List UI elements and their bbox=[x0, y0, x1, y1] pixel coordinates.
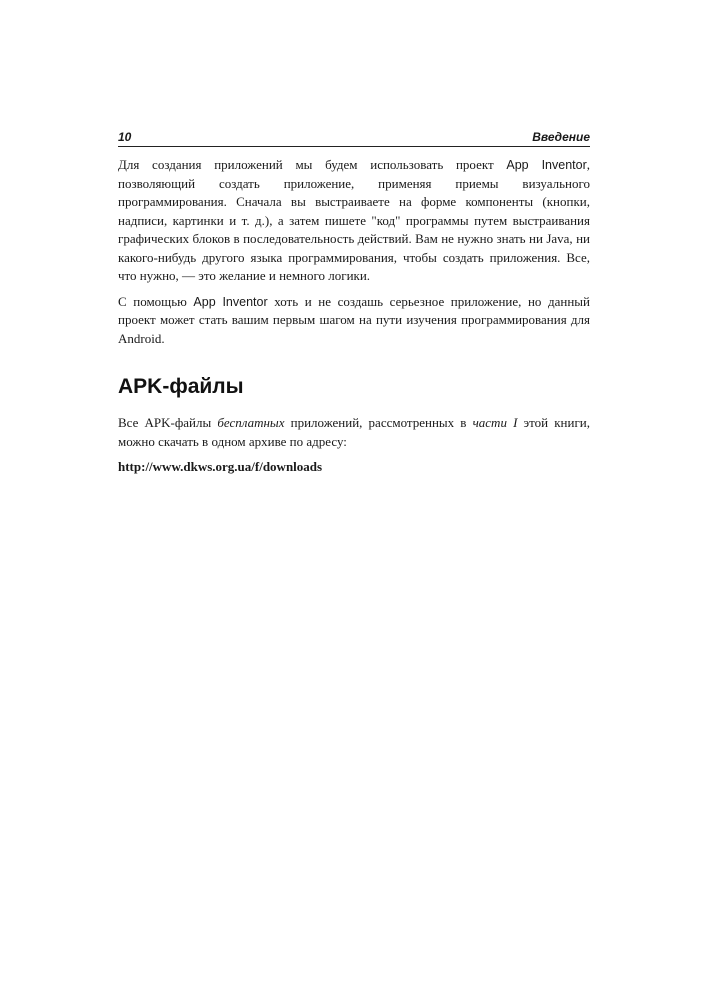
intro-paragraph-2 bbox=[118, 293, 590, 349]
download-url: http://www.dkws.org.ua/f/downloads bbox=[118, 459, 323, 474]
apk-emphasis-free: бесплатных bbox=[217, 415, 285, 430]
apk-paragraph-text-a: Все APK-файлы bbox=[118, 415, 218, 430]
running-header bbox=[118, 128, 590, 147]
apk-paragraph-text-b: приложений, рассмотренных в bbox=[284, 415, 473, 430]
apk-emphasis-part: части I bbox=[472, 415, 518, 430]
book-page bbox=[118, 128, 590, 483]
intro-paragraph-1-text-b: , позволяющий создать приложение, применяя приемы визуального программирования. Сначала вы выстраиваете на форме компоненты (кнопки, надписи, картинки и т. д.), а затем пишете "код" программы путем выстраивания графических блоков в последовательность действий. Вам не нужно знать ни Java, ни какого-нибудь другого языка программирования, чтобы создать приложения. Все, что нужно, — это желание и немного логики. bbox=[118, 157, 590, 283]
chapter-title: Введение bbox=[532, 130, 590, 144]
intro-paragraph-2-text-a: С помощью bbox=[118, 293, 194, 309]
intro-paragraph-1 bbox=[118, 156, 590, 286]
section-heading-apk: APK-файлы bbox=[118, 375, 244, 398]
intro-paragraph-1-text-a: Для создания приложений мы будем использовать проект bbox=[118, 157, 507, 172]
app-inventor-name: App Inventor bbox=[506, 158, 587, 172]
app-inventor-name: App Inventor bbox=[193, 294, 268, 309]
apk-paragraph-text-c: этой книги, можно скачать в одном архиве по адресу: bbox=[118, 415, 590, 449]
body-text bbox=[118, 156, 590, 476]
page-number: 10 bbox=[118, 130, 132, 144]
apk-paragraph bbox=[118, 414, 590, 451]
intro-paragraph-2-text-b: хоть и не создашь серьезное приложение, но данный проект может стать вашим первым шагом на пути изучения программирования для Android. bbox=[118, 293, 590, 346]
